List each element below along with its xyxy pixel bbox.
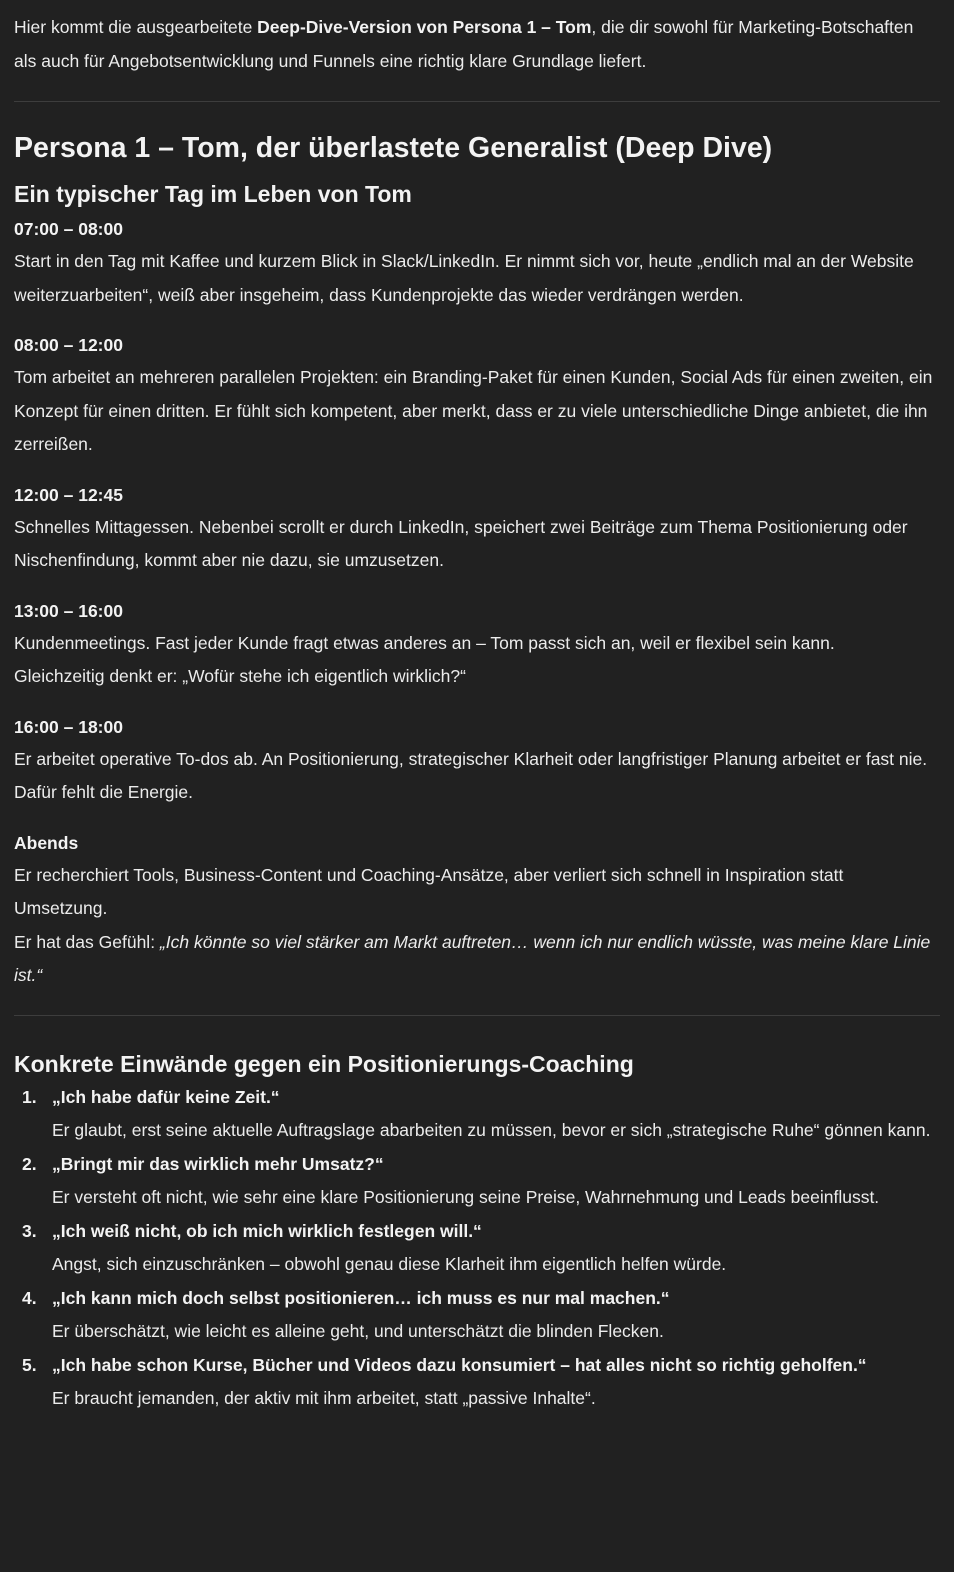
item-number: 1. (22, 1086, 37, 1107)
slot-text: Kundenmeetings. Fast jeder Kunde fragt etwas anderes an – Tom passt sich an, weil er flexibel sein kann. (14, 632, 835, 653)
objections-heading: Konkrete Einwände gegen ein Positionierungs-Coaching (14, 1050, 634, 1077)
slot-time: 13:00 – 16:00 (14, 600, 123, 621)
list-item (14, 1215, 940, 1282)
intro-prefix: Hier kommt die ausgearbeitete (14, 17, 258, 37)
objection-text: Er braucht jemanden, der aktiv mit ihm arbeitet, statt „passive Inhalte“. (52, 1388, 596, 1408)
objection-text: Angst, sich einzuschränken – obwohl genau diese Klarheit ihm eigentlich helfen würde. (52, 1254, 727, 1274)
intro-suffix: , die dir sowohl für Marketing-Botschaften als auch für Angebotsentwicklung und Funnels eine richtig klare Grundlage liefert. (14, 17, 914, 71)
objection-title: „Bringt mir das wirklich mehr Umsatz?“ (52, 1153, 384, 1174)
day-slot (14, 596, 940, 694)
slot-time: 16:00 – 18:00 (14, 716, 123, 737)
slot-text: Er arbeitet operative To-dos ab. An Positionierung, strategischer Klarheit oder langfristiger Planung arbeitet er fast nie. Dafür fehlt die Energie. (14, 748, 928, 802)
list-item (14, 1349, 940, 1416)
item-number: 2. (22, 1153, 37, 1174)
objection-title: „Ich habe schon Kurse, Bücher und Videos dazu konsumiert – hat alles nicht so richtig geholfen.“ (52, 1354, 867, 1375)
day-heading: Ein typischer Tag im Leben von Tom (14, 181, 412, 207)
objections-list (14, 1081, 940, 1416)
divider (14, 1015, 940, 1016)
evening-text: Er recherchiert Tools, Business-Content und Coaching-Ansätze, aber verliert sich schnell in Inspiration statt Umsetzung. (14, 864, 844, 918)
objection-text: Er überschätzt, wie leicht es alleine geht, und unterschätzt die blinden Flecken. (52, 1321, 664, 1341)
item-number: 3. (22, 1220, 37, 1241)
slot-text: Schnelles Mittagessen. Nebenbei scrollt er durch LinkedIn, speichert zwei Beiträge zum Thema Positionierung oder Nischenfindung, kommt aber nie dazu, sie umzusetzen. (14, 516, 908, 570)
objection-title: „Ich habe dafür keine Zeit.“ (52, 1086, 280, 1107)
slot-time: 08:00 – 12:00 (14, 335, 123, 355)
item-number: 4. (22, 1287, 37, 1308)
day-slot (14, 712, 940, 810)
evening-slot (14, 828, 940, 993)
intro-bold: Deep-Dive-Version von Persona 1 – Tom (257, 17, 592, 37)
day-slot (14, 480, 940, 578)
list-item (14, 1282, 940, 1349)
intro-paragraph (14, 10, 940, 78)
list-item (14, 1148, 940, 1215)
item-number: 5. (22, 1354, 37, 1375)
slot-text: Start in den Tag mit Kaffee und kurzem Blick in Slack/LinkedIn. Er nimmt sich vor, heute „endlich mal an der Website weiterzuarbeiten“, weiß aber insgeheim, dass Kundenprojekte das wieder verdrängen werden. (14, 251, 914, 305)
list-item (14, 1081, 940, 1148)
slot-time: 07:00 – 08:00 (14, 219, 123, 239)
evening-feeling (14, 926, 940, 993)
objection-text: Er glaubt, erst seine aktuelle Auftragslage abarbeiten zu müssen, bevor er sich „strategische Ruhe“ gönnen kann. (52, 1120, 931, 1140)
slot-time: 12:00 – 12:45 (14, 484, 123, 505)
feeling-prefix: Er hat das Gefühl: (14, 931, 160, 952)
evening-label: Abends (14, 832, 79, 853)
objection-text: Er versteht oft nicht, wie sehr eine klare Positionierung seine Preise, Wahrnehmung und Leads beeinflusst. (52, 1187, 880, 1207)
divider (14, 101, 940, 102)
slot-text: Tom arbeitet an mehreren parallelen Projekten: ein Branding-Paket für einen Kunden, Social Ads für einen zweiten, ein Konzept für einen dritten. Er fühlt sich kompetent, aber merkt, dass er zu viele unterschiedliche Dinge anbietet, die ihn zerreißen. (14, 367, 933, 454)
message-content (14, 10, 940, 1416)
feeling-quote: „Ich könnte so viel stärker am Markt auftreten… wenn ich nur endlich wüsste, was meine klare Linie ist.“ (14, 931, 931, 985)
objection-title: „Ich weiß nicht, ob ich mich wirklich festlegen will.“ (52, 1220, 482, 1241)
day-slot (14, 330, 940, 462)
day-slot (14, 214, 940, 312)
slot-text-continued: Gleichzeitig denkt er: „Wofür stehe ich eigentlich wirklich?“ (14, 666, 466, 686)
persona-title: Persona 1 – Tom, der überlastete Generalist (Deep Dive) (14, 132, 773, 164)
objection-title: „Ich kann mich doch selbst positionieren… ich muss es nur mal machen.“ (52, 1287, 670, 1308)
